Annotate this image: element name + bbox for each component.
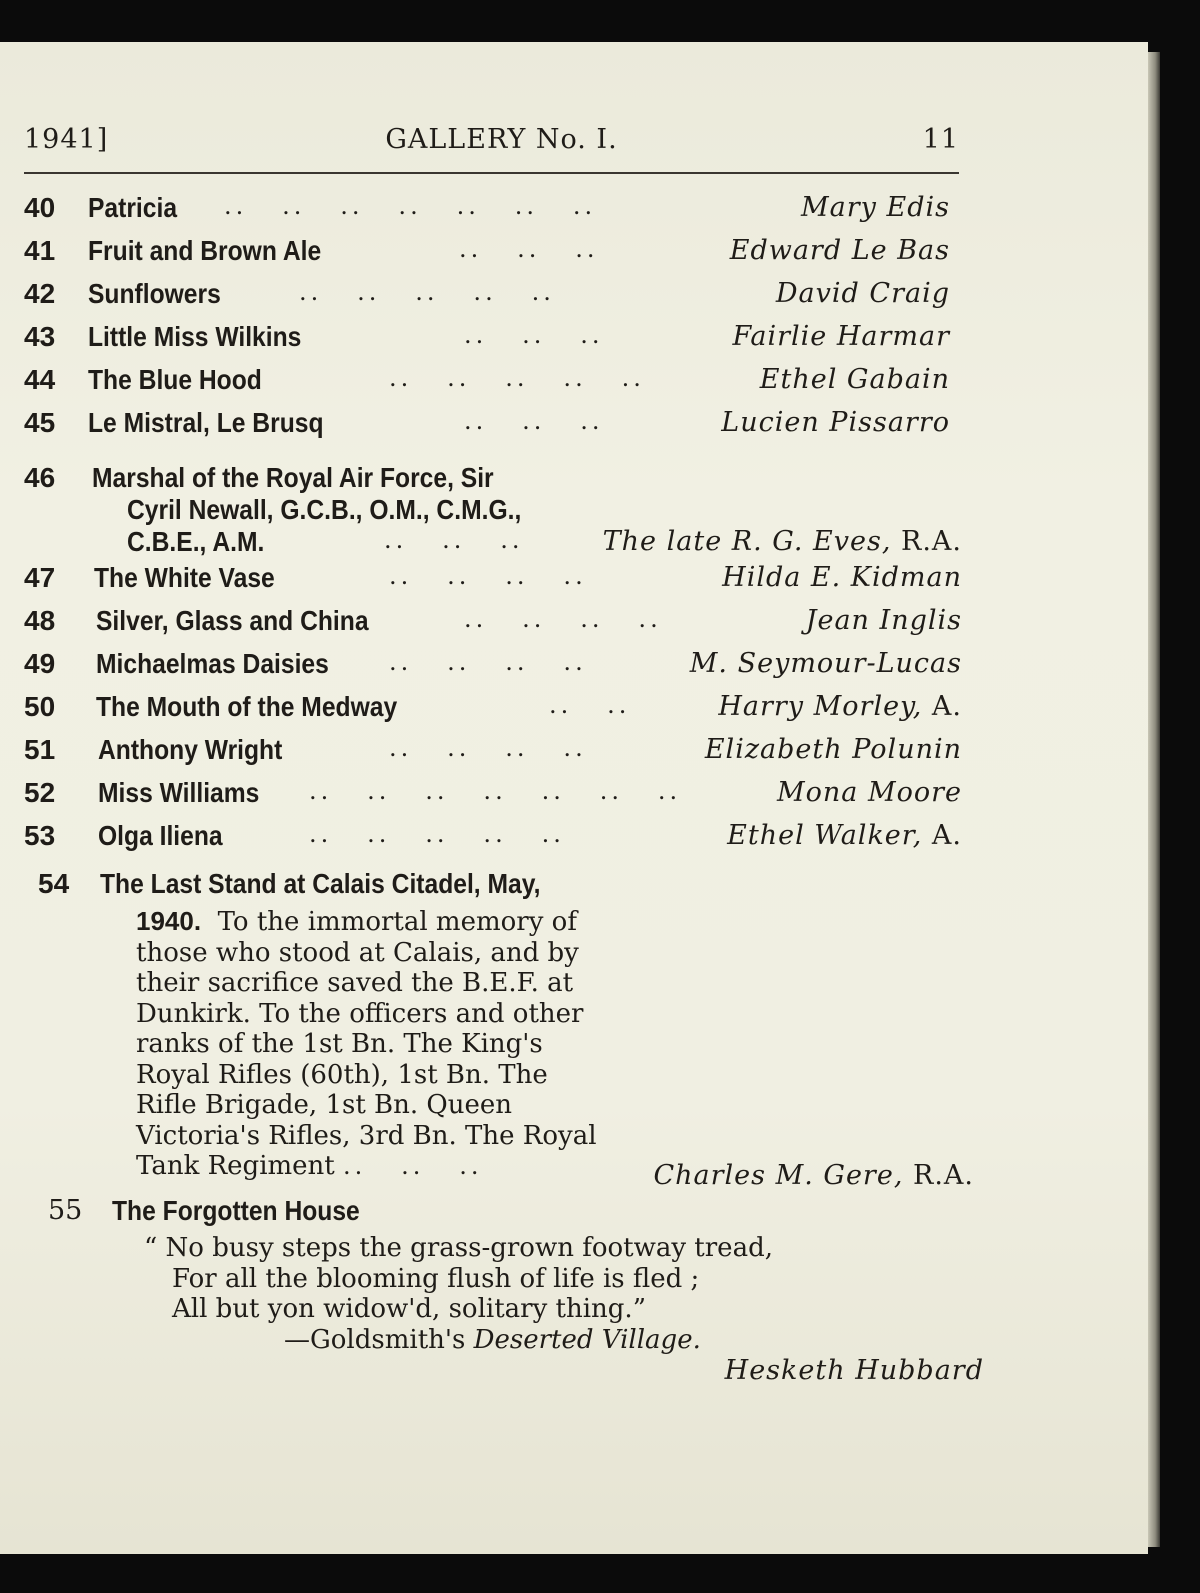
entry-artist: Hilda E. Kidman — [722, 562, 962, 593]
desc-line: Dunkirk. To the officers and other — [136, 998, 584, 1029]
leader-dots: .. .. .. .. .. — [309, 820, 565, 848]
entry-artist: Jean Inglis — [805, 605, 962, 636]
entry-title-cont: 1940. — [136, 906, 202, 936]
entry-number: 50 — [24, 691, 56, 722]
leader-dots: .. .. .. — [459, 235, 599, 263]
entry-title-line-3: C.B.E., A.M. — [127, 526, 265, 557]
leader-dots: .. .. .. — [464, 407, 604, 435]
entry-number: 43 — [24, 321, 56, 352]
entry-title: The Mouth of the Medway — [96, 691, 398, 722]
entry-title: Patricia — [88, 192, 178, 223]
artist-suffix: R.A. — [901, 526, 962, 557]
desc-line: Rifle Brigade, 1st Bn. Queen — [136, 1090, 512, 1120]
entry-artist: M. Seymour-Lucas — [689, 648, 962, 679]
artist-suffix: A. — [931, 691, 962, 722]
header-rule — [24, 172, 959, 174]
entry-number: 46 — [24, 462, 56, 493]
entry-number: 49 — [24, 648, 56, 679]
entry-number: 47 — [24, 562, 56, 593]
entry-artist: Fairlie Harmar — [732, 321, 950, 352]
entry-artist — [603, 526, 962, 557]
entry-artist: Hesketh Hubbard — [724, 1355, 984, 1386]
desc-line: those who stood at Calais, and by — [136, 937, 579, 968]
entry-number: 48 — [24, 605, 56, 636]
catalogue-page — [0, 42, 1148, 1554]
artist-suffix: R.A. — [913, 1160, 974, 1191]
entry-artist: Lucien Pissarro — [721, 407, 950, 438]
leader-dots: .. .. .. .. .. — [389, 364, 645, 392]
poem-source-author: —Goldsmith's — [284, 1324, 466, 1355]
leader-dots: .. .. — [549, 691, 631, 719]
entry-title: Le Mistral, Le Brusq — [88, 407, 324, 438]
leader-dots: .. .. .. .. .. .. .. — [309, 777, 682, 805]
leader-dots: .. .. .. .. — [389, 648, 587, 676]
entry-number: 54 — [38, 868, 70, 899]
entry-title: Olga Iliena — [98, 820, 223, 851]
entry-number: 45 — [24, 407, 56, 438]
desc-line: To the immortal memory of — [217, 907, 577, 937]
desc-line: Royal Rifles (60th), 1st Bn. The — [136, 1059, 548, 1090]
artist-name: Harry Morley, — [718, 691, 923, 722]
desc-line: Tank Regiment — [136, 1151, 335, 1181]
entry-artist: Mona Moore — [776, 777, 962, 808]
leader-dots: .. .. .. .. — [389, 734, 587, 762]
poem-line: “ No busy steps the grass-grown footway tread, — [144, 1233, 773, 1263]
entry-poem — [144, 1233, 773, 1355]
header-title: GALLERY No. I. — [385, 124, 618, 155]
entry-artist: Elizabeth Polunin — [704, 734, 962, 765]
leader-dots: .. .. .. — [384, 526, 524, 554]
entry-number: 41 — [24, 235, 56, 266]
leader-dots: .. .. .. — [343, 1152, 483, 1180]
entry-artist: Mary Edis — [801, 192, 950, 223]
entry-title: The Blue Hood — [88, 364, 262, 395]
entry-number: 55 — [48, 1195, 83, 1226]
entry-description — [136, 906, 676, 1182]
leader-dots: .. .. .. — [464, 321, 604, 349]
entry-number: 44 — [24, 364, 56, 395]
entry-number: 42 — [24, 278, 56, 309]
leader-dots: .. .. .. .. .. — [299, 278, 555, 306]
entry-title: Miss Williams — [98, 777, 260, 808]
entry-title: Anthony Wright — [98, 734, 283, 765]
poem-source-work: Deserted Village. — [473, 1324, 701, 1355]
running-header — [24, 124, 959, 168]
entry-title: Sunflowers — [88, 278, 221, 309]
entry-title: Fruit and Brown Ale — [88, 235, 322, 266]
entry-artist: Edward Le Bas — [729, 235, 950, 266]
entry-artist — [653, 1160, 974, 1191]
entry-54 — [24, 868, 974, 1191]
leader-dots: .. .. .. .. — [464, 605, 662, 633]
artist-suffix: A. — [931, 820, 962, 851]
entry-title: Silver, Glass and China — [96, 605, 369, 636]
entry-title: Little Miss Wilkins — [88, 321, 302, 352]
entry-number: 53 — [24, 820, 56, 851]
page-edge — [1148, 52, 1160, 1547]
entry-title-line-2: Cyril Newall, G.C.B., O.M., C.M.G., — [127, 494, 522, 525]
page-number: 11 — [922, 124, 959, 155]
artist-name: Ethel Walker, — [727, 820, 923, 851]
desc-line: Victoria's Rifles, 3rd Bn. The Royal — [136, 1120, 597, 1151]
artist-name: Charles M. Gere, — [653, 1160, 904, 1191]
entry-number: 51 — [24, 734, 56, 765]
desc-line: ranks of the 1st Bn. The King's — [136, 1029, 543, 1059]
entry-title: Michaelmas Daisies — [96, 648, 329, 679]
entry-55 — [24, 1195, 984, 1395]
entry-artist: David Craig — [775, 278, 950, 309]
leader-dots: .. .. .. .. — [389, 562, 587, 590]
leader-dots: .. .. .. .. .. .. .. — [224, 192, 597, 220]
entry-title: The White Vase — [94, 562, 275, 593]
entry-title: The Last Stand at Calais Citadel, May, — [100, 868, 541, 899]
header-year: 1941] — [24, 124, 109, 155]
entry-artist: Ethel Gabain — [759, 364, 950, 395]
entry-artist — [718, 691, 962, 722]
entry-title: The Forgotten House — [112, 1195, 360, 1226]
entry-artist — [727, 820, 962, 851]
poem-line: For all the blooming flush of life is fled ; — [172, 1263, 700, 1294]
desc-line: their sacrifice saved the B.E.F. at — [136, 968, 574, 998]
artist-name: The late R. G. Eves, — [602, 526, 892, 557]
entry-title-line-1: Marshal of the Royal Air Force, Sir — [92, 462, 494, 493]
poem-line: All but yon widow'd, solitary thing.” — [172, 1294, 646, 1324]
entry-number: 52 — [24, 777, 56, 808]
poem-source — [144, 1325, 773, 1356]
entry-number: 40 — [24, 192, 56, 223]
